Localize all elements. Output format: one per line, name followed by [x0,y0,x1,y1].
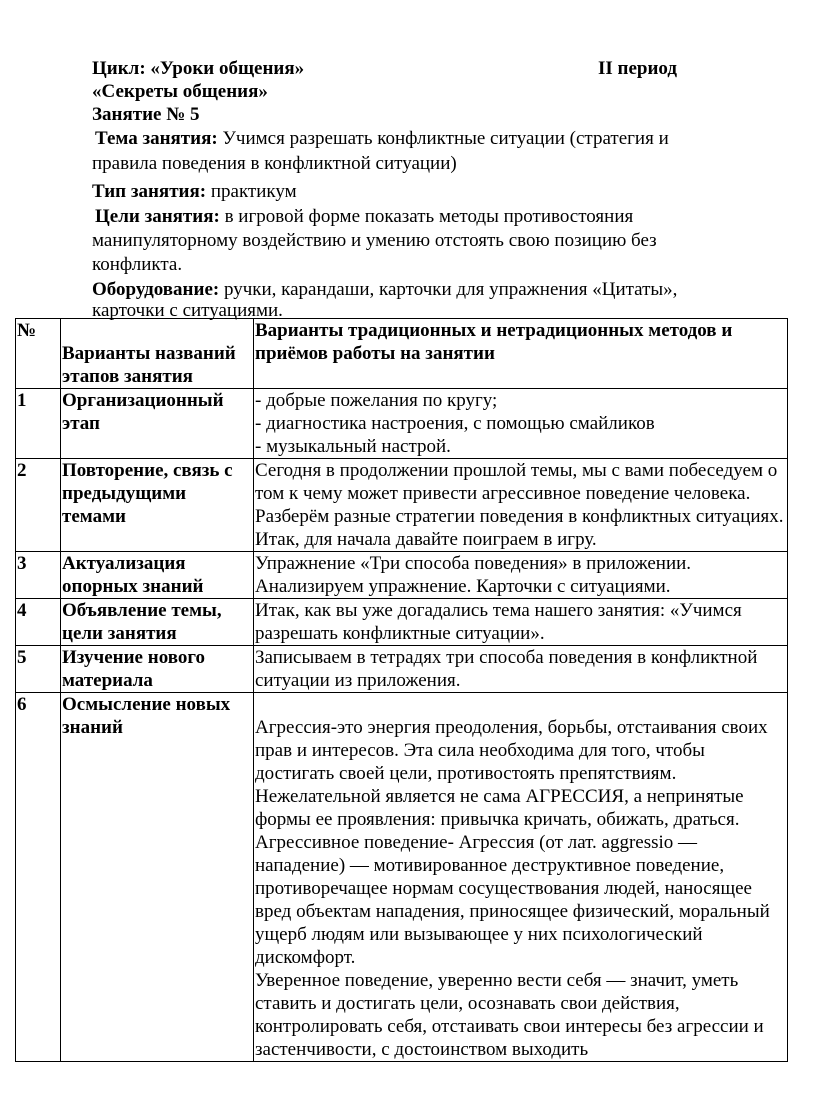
row-stage: Объявление темы, цели занятия [61,599,254,646]
method-line: Записываем в тетрадях три способа поведения в конфликтной ситуации из приложения. [255,647,758,691]
method-line: Итак, для начала давайте поиграем в игру. [255,529,597,550]
table-row [16,646,788,693]
goals-line-2: манипуляторному воздействию и умению отстоять свою позицию без [92,230,657,251]
goals-label: Цели занятия: [95,206,220,227]
row-methods [254,389,788,459]
row-stage: Организационный этап [61,389,254,459]
row-stage: Осмысление новых знаний [61,693,254,1062]
period-label: II период [598,58,677,79]
method-line: Итак, как вы уже догадались тема нашего занятия: «Учимся разрешать конфликтные ситуации». [255,600,742,644]
row-num: 4 [16,599,61,646]
method-line: Агрессивное поведение- Агрессия (от лат. aggressio — нападение) — мотивированное деструктивное поведение, противоречащее нормам сосуществования людей, наносящее вред объектам нападения, приносящее физический, моральный ущерб людям или вызывающее у них психологический дискомфорт. [255,832,770,968]
secrets-title: «Секреты общения» [92,81,268,102]
header-stage-text: Варианты названий этапов занятия [62,343,236,387]
equipment-label: Оборудование: [92,279,220,300]
method-line: - добрые пожелания по кругу; [255,390,498,411]
row-stage: Актуализация опорных знаний [61,552,254,599]
method-line: Уверенное поведение, уверенно вести себя — значит, уметь ставить и достигать цели, осознавать свои действия, контролировать себя, отстаивать свои интересы без агрессии и застенчивости, с достоинством выходить [255,970,764,1060]
row-methods [254,693,788,1062]
table-row [16,459,788,552]
row-num: 6 [16,693,61,1062]
row-stage: Повторение, связь с предыдущими темами [61,459,254,552]
equipment-line-2: карточки с ситуациями. [92,300,283,321]
type-text: практикум [206,181,297,202]
table-row [16,599,788,646]
cycle-title: Цикл: «Уроки общения» [92,58,305,79]
row-num: 5 [16,646,61,693]
table-row [16,693,788,1062]
row-methods [254,459,788,552]
row-methods [254,646,788,693]
row-num: 2 [16,459,61,552]
goals-line-3: конфликта. [92,254,183,275]
goals-text: в игровой форме показать методы противостояния [219,206,634,227]
equipment-text: ручки, карандаши, карточки для упражнения «Цитаты», [219,279,678,300]
topic-line-1 [95,127,669,151]
method-line: Агрессия-это энергия преодоления, борьбы, отстаивания своих прав и интересов. Эта сила необходима для того, чтобы достигать своей цели, противостоять препятствиям. Нежелательной является не сама АГРЕССИЯ, а непринятые формы ее проявления: привычка кричать, обижать, драться. [255,717,768,830]
method-line: Упражнение «Три способа поведения» в приложении. Анализируем упражнение. Карточки с ситуациями. [255,553,692,597]
row-stage: Изучение нового материала [61,646,254,693]
header-num: № [16,319,61,389]
method-line: - музыкальный настрой. [255,436,451,457]
lesson-plan-table [15,318,788,1062]
header-stage [61,319,254,389]
topic-text: Учимся разрешать конфликтные ситуации (стратегия и [217,128,669,149]
goals-line-1 [95,205,633,229]
row-num: 1 [16,389,61,459]
table-row [16,552,788,599]
type-line [92,180,297,204]
method-line: Сегодня в продолжении прошлой темы, мы с вами побеседуем о том к чему может привести агрессивное поведение человека. Разберём разные стратегии поведения в конфликтных ситуациях. [255,460,784,527]
row-num: 3 [16,552,61,599]
row-methods [254,552,788,599]
method-line: - диагностика настроения, с помощью смайликов [255,413,655,434]
header-methods: Варианты традиционных и нетрадиционных методов и приёмов работы на занятии [254,319,788,389]
table-row [16,389,788,459]
topic-label: Тема занятия: [95,128,218,149]
topic-line-2: правила поведения в конфликтной ситуации) [92,153,457,174]
table-header-row [16,319,788,389]
row-methods [254,599,788,646]
lesson-number: Занятие № 5 [92,104,200,125]
type-label: Тип занятия: [92,181,207,202]
